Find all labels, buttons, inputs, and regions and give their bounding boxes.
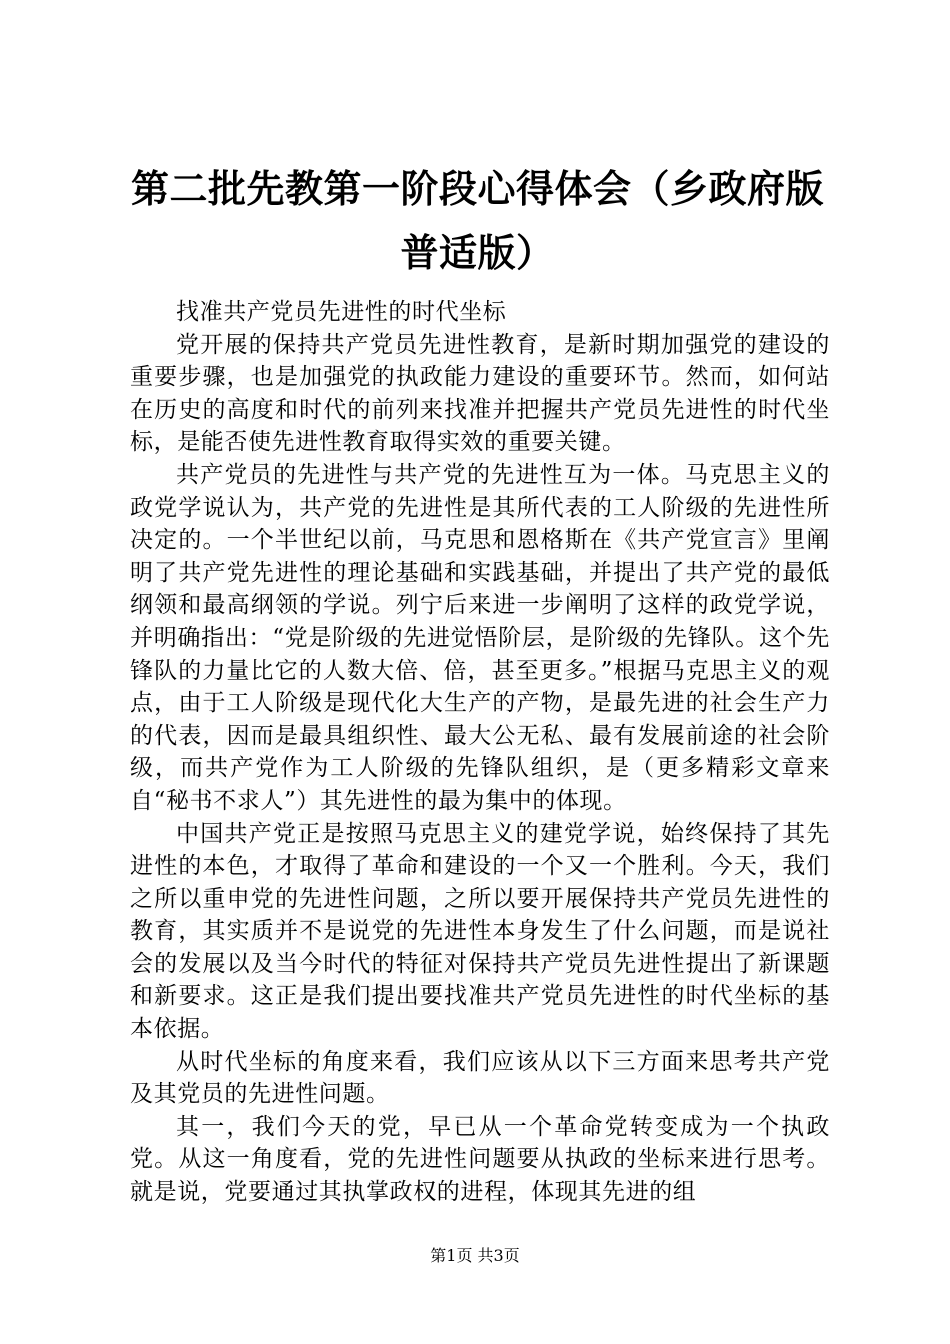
- paragraph: 共产党员的先进性与共产党的先进性互为一体。马克思主义的政党学说认为，共产党的先进性是其所代表的工人阶级的先进性所决定的。一个半世纪以前，马克思和恩格斯在《共产党宣言》里阐明了共产党先进性的理论基础和实践基础，并提出了共产党的最低纲领和最高纲领的学说。列宁后来进一步阐明了这样的政党学说，并明确指出：“党是阶级的先进觉悟阶层，是阶级的先锋队。这个先锋队的力量比它的人数大倍、倍，甚至更多。”根据马克思主义的观点，由于工人阶级是现代化大生产的产物，是最先进的社会生产力的代表，因而是最具组织性、最大公无私、最有发展前途的社会阶级，而共产党作为工人阶级的先锋队组织，是（更多精彩文章来自“秘书不求人”）其先进性的最为集中的体现。: [130, 461, 830, 814]
- paragraph: 其一，我们今天的党，早已从一个革命党转变成为一个执政党。从这一角度看，党的先进性问题要从执政的坐标来进行思考。就是说，党要通过其执掌政权的进程，体现其先进的组: [130, 1113, 830, 1206]
- page-footer: 第1页 共3页: [430, 1246, 520, 1265]
- document-body: [130, 296, 830, 1209]
- paragraph: 从时代坐标的角度来看，我们应该从以下三方面来思考共产党及其党员的先进性问题。: [130, 1048, 830, 1108]
- paragraph: 中国共产党正是按照马克思主义的建党学说，始终保持了其先进性的本色，才取得了革命和建设的一个又一个胜利。今天，我们之所以重申党的先进性问题，之所以要开展保持共产党员先进性的教育，其实质并不是说党的先进性本身发生了什么问题，而是说社会的发展以及当今时代的特征对保持共产党员先进性提出了新课题和新要求。这正是我们提出要找准共产党员先进性的时代坐标的基本依据。: [130, 820, 830, 1043]
- paragraph: 党开展的保持共产党员先进性教育，是新时期加强党的建设的重要步骤，也是加强党的执政能力建设的重要环节。然而，如何站在历史的高度和时代的前列来找准并把握共产党员先进性的时代坐标，是能否使先进性教育取得实效的重要关键。: [130, 331, 830, 456]
- document-title: 第二批先教第一阶段心得体会（乡政府版普适版）: [130, 166, 824, 275]
- section-heading: 找准共产党员先进性的时代坐标: [176, 299, 507, 325]
